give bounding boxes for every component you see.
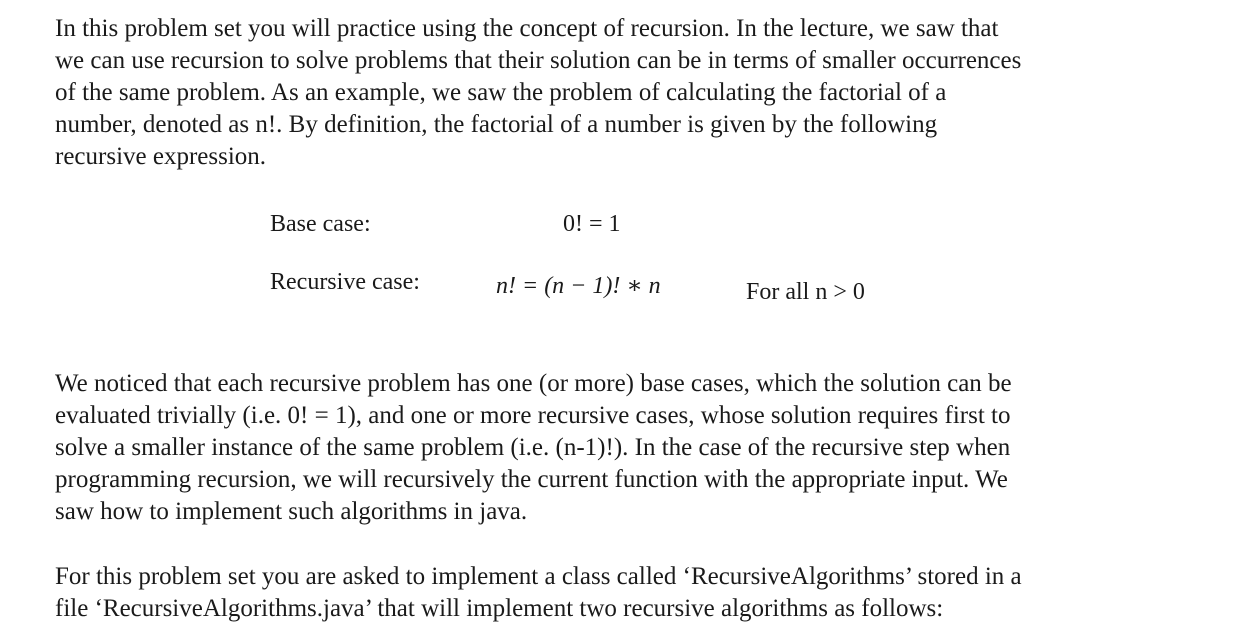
recursive-case-label: Recursive case:: [270, 269, 420, 295]
base-case-label: Base case:: [270, 211, 371, 237]
text-line: we can use recursion to solve problems that their solution can be in terms of smaller occurrences: [55, 47, 1022, 74]
text-line: programming recursion, we will recursively the current function with the appropriate input. We: [55, 466, 1008, 493]
text-line: of the same problem. As an example, we saw the problem of calculating the factorial of a: [55, 79, 947, 106]
text-line: number, denoted as n!. By definition, the factorial of a number is given by the following: [55, 111, 938, 138]
base-case-expression: 0! = 1: [563, 211, 621, 237]
text-line: evaluated trivially (i.e. 0! = 1), and one or more recursive cases, whose solution requires first to: [55, 402, 1011, 429]
text-line: saw how to implement such algorithms in java.: [55, 498, 528, 525]
task-paragraph: [55, 561, 1022, 625]
text-line: solve a smaller instance of the same problem (i.e. (n-1)!). In the case of the recursive step when: [55, 434, 1011, 461]
recursive-case-condition: For all n > 0: [746, 279, 865, 305]
text-line: In this problem set you will practice using the concept of recursion. In the lecture, we saw that: [55, 15, 999, 42]
text-line: We noticed that each recursive problem has one (or more) base cases, which the solution can be: [55, 370, 1012, 397]
recursive-case-expression: n! = (n − 1)! ∗ n: [496, 273, 661, 299]
notes-paragraph: [55, 368, 1012, 528]
text-line: recursive expression.: [55, 143, 267, 170]
text-line: For this problem set you are asked to implement a class called ‘RecursiveAlgorithms’ stored in a: [55, 563, 1022, 590]
intro-paragraph: [55, 13, 1021, 173]
text-line: file ‘RecursiveAlgorithms.java’ that will implement two recursive algorithms as follows:: [55, 595, 944, 622]
